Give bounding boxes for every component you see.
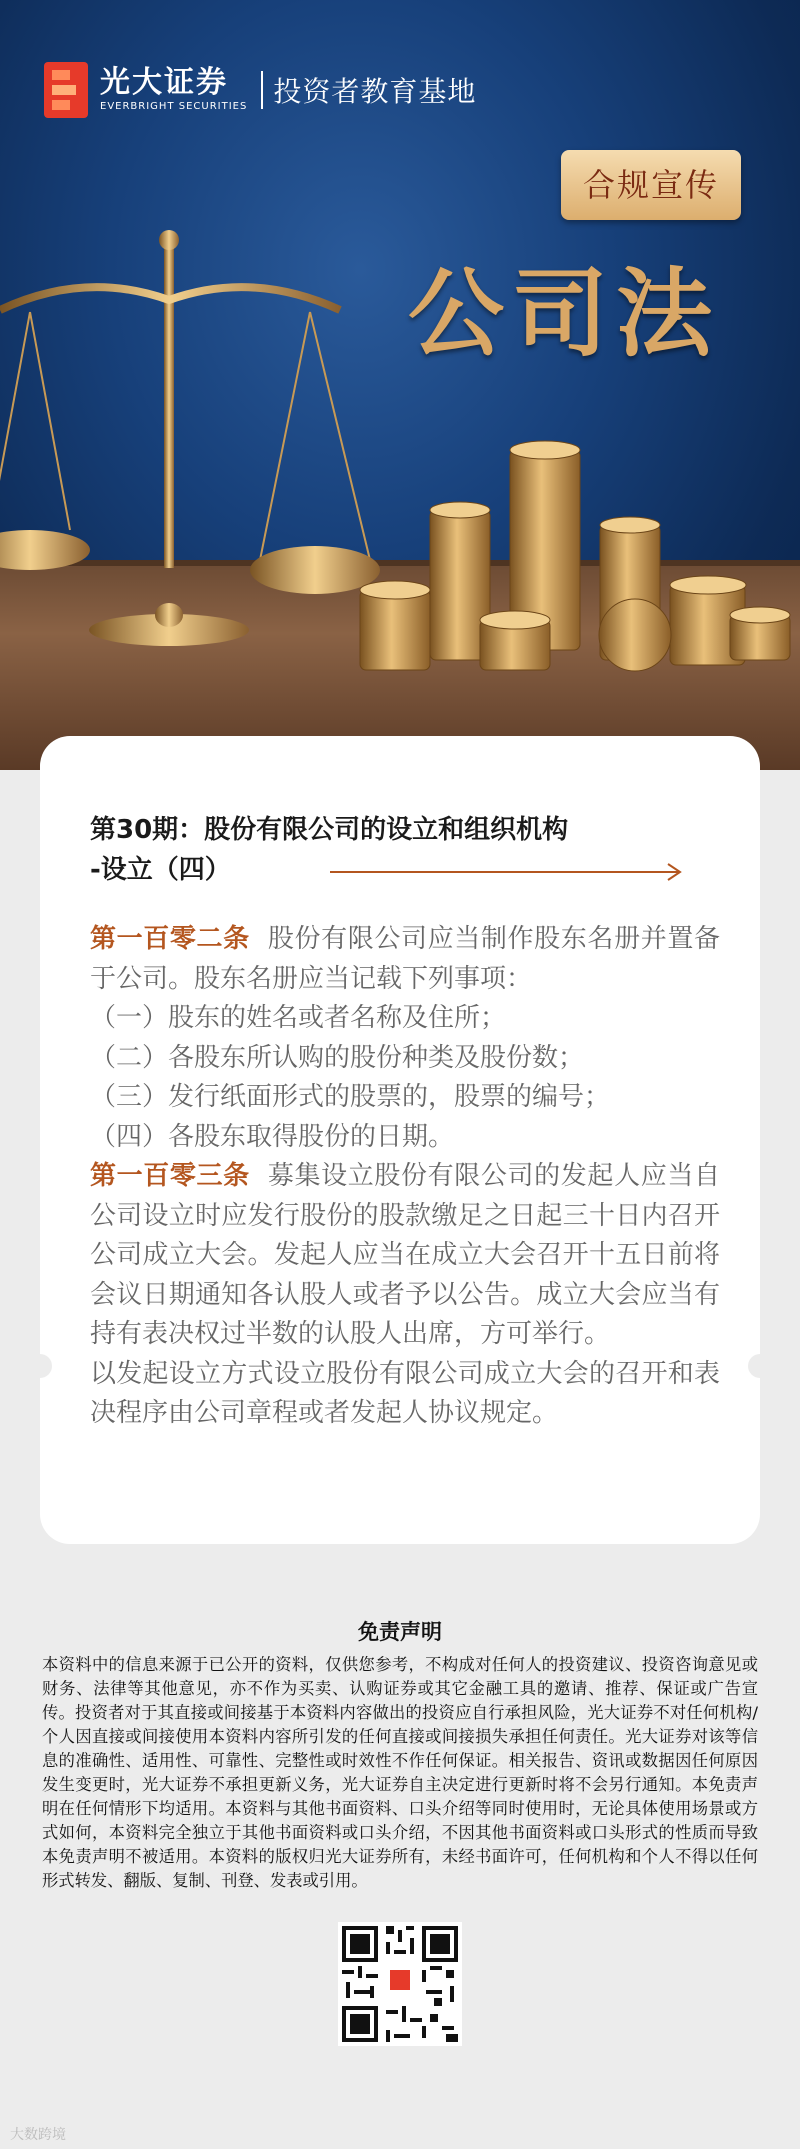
brand-subtitle: 投资者教育基地 bbox=[273, 75, 477, 108]
brand-name-cn: 光大证券 bbox=[100, 65, 228, 100]
article-103 bbox=[90, 1157, 720, 1355]
disclaimer-title: 免责声明 bbox=[358, 1620, 442, 1644]
justice-scale-icon bbox=[0, 230, 380, 670]
brand-name-en: EVERBRIGHT SECURITIES bbox=[100, 101, 248, 112]
hero-banner bbox=[0, 0, 800, 770]
article-body bbox=[90, 920, 720, 1434]
compliance-badge: 合规宣传 bbox=[561, 150, 741, 220]
card-notch-left bbox=[28, 1354, 52, 1378]
article-extra: 以发起设立方式设立股份有限公司成立大会的召开和表决程序由公司章程或者发起人协议规定。 bbox=[90, 1358, 720, 1428]
article-heading: 第一百零三条 bbox=[90, 1161, 250, 1191]
list-item: （三）发行纸面形式的股票的，股票的编号； bbox=[90, 1082, 611, 1112]
watermark: 大数跨境 bbox=[10, 2127, 66, 2143]
coin-stacks-illustration bbox=[330, 430, 800, 690]
issue-title-line1: 第30期：股份有限公司的设立和组织机构 bbox=[90, 815, 569, 845]
list-item: （四）各股东取得股份的日期。 bbox=[90, 1121, 455, 1152]
hero-title: 公司法 bbox=[408, 257, 720, 370]
arrow-right-icon bbox=[330, 862, 685, 882]
list-item: （二）各股东所认购的股份种类及股份数； bbox=[90, 1042, 585, 1073]
list-item: （一）股东的姓名或者名称及住所； bbox=[90, 1003, 507, 1033]
card-notch-right bbox=[748, 1354, 772, 1378]
logo-divider bbox=[261, 71, 263, 109]
article-102 bbox=[90, 920, 720, 999]
article-text: 募集设立股份有限公司的发起人应当自公司设立时应发行股份的股款缴足之日起三十日内召开公司成立大会。发起人应当在成立大会召开十五日前将会议日期通知各认股人或者予以公告。成立大会应当有持有表决权过半数的认股人出席，方可举行。 bbox=[90, 1161, 720, 1349]
disclaimer-text: 本资料中的信息来源于已公开的资料，仅供您参考，不构成对任何人的投资建议、投资咨询意见或财务、法律等其他意见，亦不作为买卖、认购证券或其它金融工具的邀请、推荐、保证或广告宣传。投资者对于其直接或间接基于本资料内容做出的投资应自行承担风险，光大证券不对任何机构/个人因直接或间接使用本资料内容所引发的任何直接或间接损失承担任何责任。光大证券对该等信息的准确性、适用性、可靠性、完整性或时效性不作任何保证。相关报告、资讯或数据因任何原因发生变更时，光大证券不承担更新义务，光大证券自主决定进行更新时将不会另行通知。本免责声明在任何情形下均适用。本资料与其他书面资料、口头介绍等同时使用时，无论具体使用场景或方式如何，本资料完全独立于其他书面资料或口头介绍，不因其他书面资料或口头形式的性质而导致本免责声明不被适用。本资料的版权归光大证券所有，未经书面许可，任何机构和个人不得以任何形式转发、翻版、复制、刊登、发表或引用。 bbox=[42, 1655, 758, 1890]
everbright-logo-icon bbox=[44, 62, 88, 118]
issue-title-line2: -设立（四） bbox=[90, 855, 231, 885]
article-text: 股份有限公司应当制作股东名册并置备于公司。股东名册应当记载下列事项： bbox=[90, 924, 720, 994]
brand-logo bbox=[44, 62, 476, 118]
article-heading: 第一百零二条 bbox=[90, 924, 250, 954]
qr-code bbox=[338, 1922, 462, 2046]
